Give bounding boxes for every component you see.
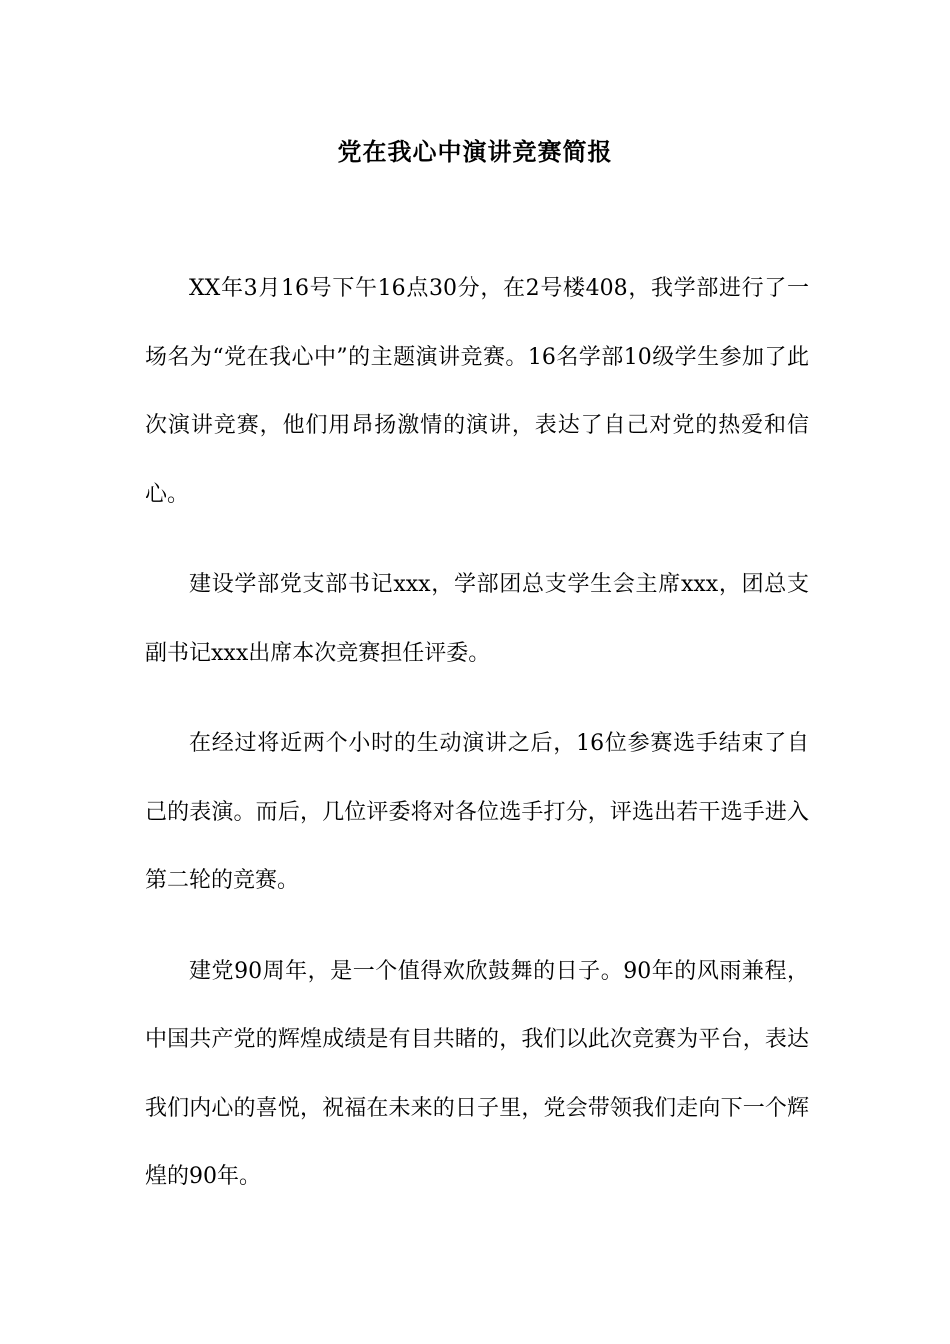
- document-title: 党在我心中演讲竞赛简报: [337, 137, 613, 166]
- paragraph-2: 建设学部党支部书记xxx，学部团总支学生会主席xxx，团总支副书记xxx出席本次竞赛担任评委。: [145, 572, 809, 666]
- paragraph-3: 在经过将近两个小时的生动演讲之后，16位参赛选手结束了自己的表演。而后，几位评委将对各位选手打分，评选出若干选手进入第二轮的竞赛。: [145, 731, 809, 893]
- paragraph-4: 建党90周年，是一个值得欢欣鼓舞的日子。90年的风雨兼程，中国共产党的辉煌成绩是有目共睹的，我们以此次竞赛为平台，表达我们内心的喜悦，祝福在未来的日子里，党会带领我们走向下一个辉煌的90年。: [145, 958, 809, 1189]
- paragraph-1: XX年3月16号下午16点30分，在2号楼408，我学部进行了一场名为“党在我心中”的主题演讲竞赛。16名学部10级学生参加了此次演讲竞赛，他们用昂扬激情的演讲，表达了自己对党的热爱和信心。: [145, 276, 809, 507]
- document-body: [145, 255, 809, 1234]
